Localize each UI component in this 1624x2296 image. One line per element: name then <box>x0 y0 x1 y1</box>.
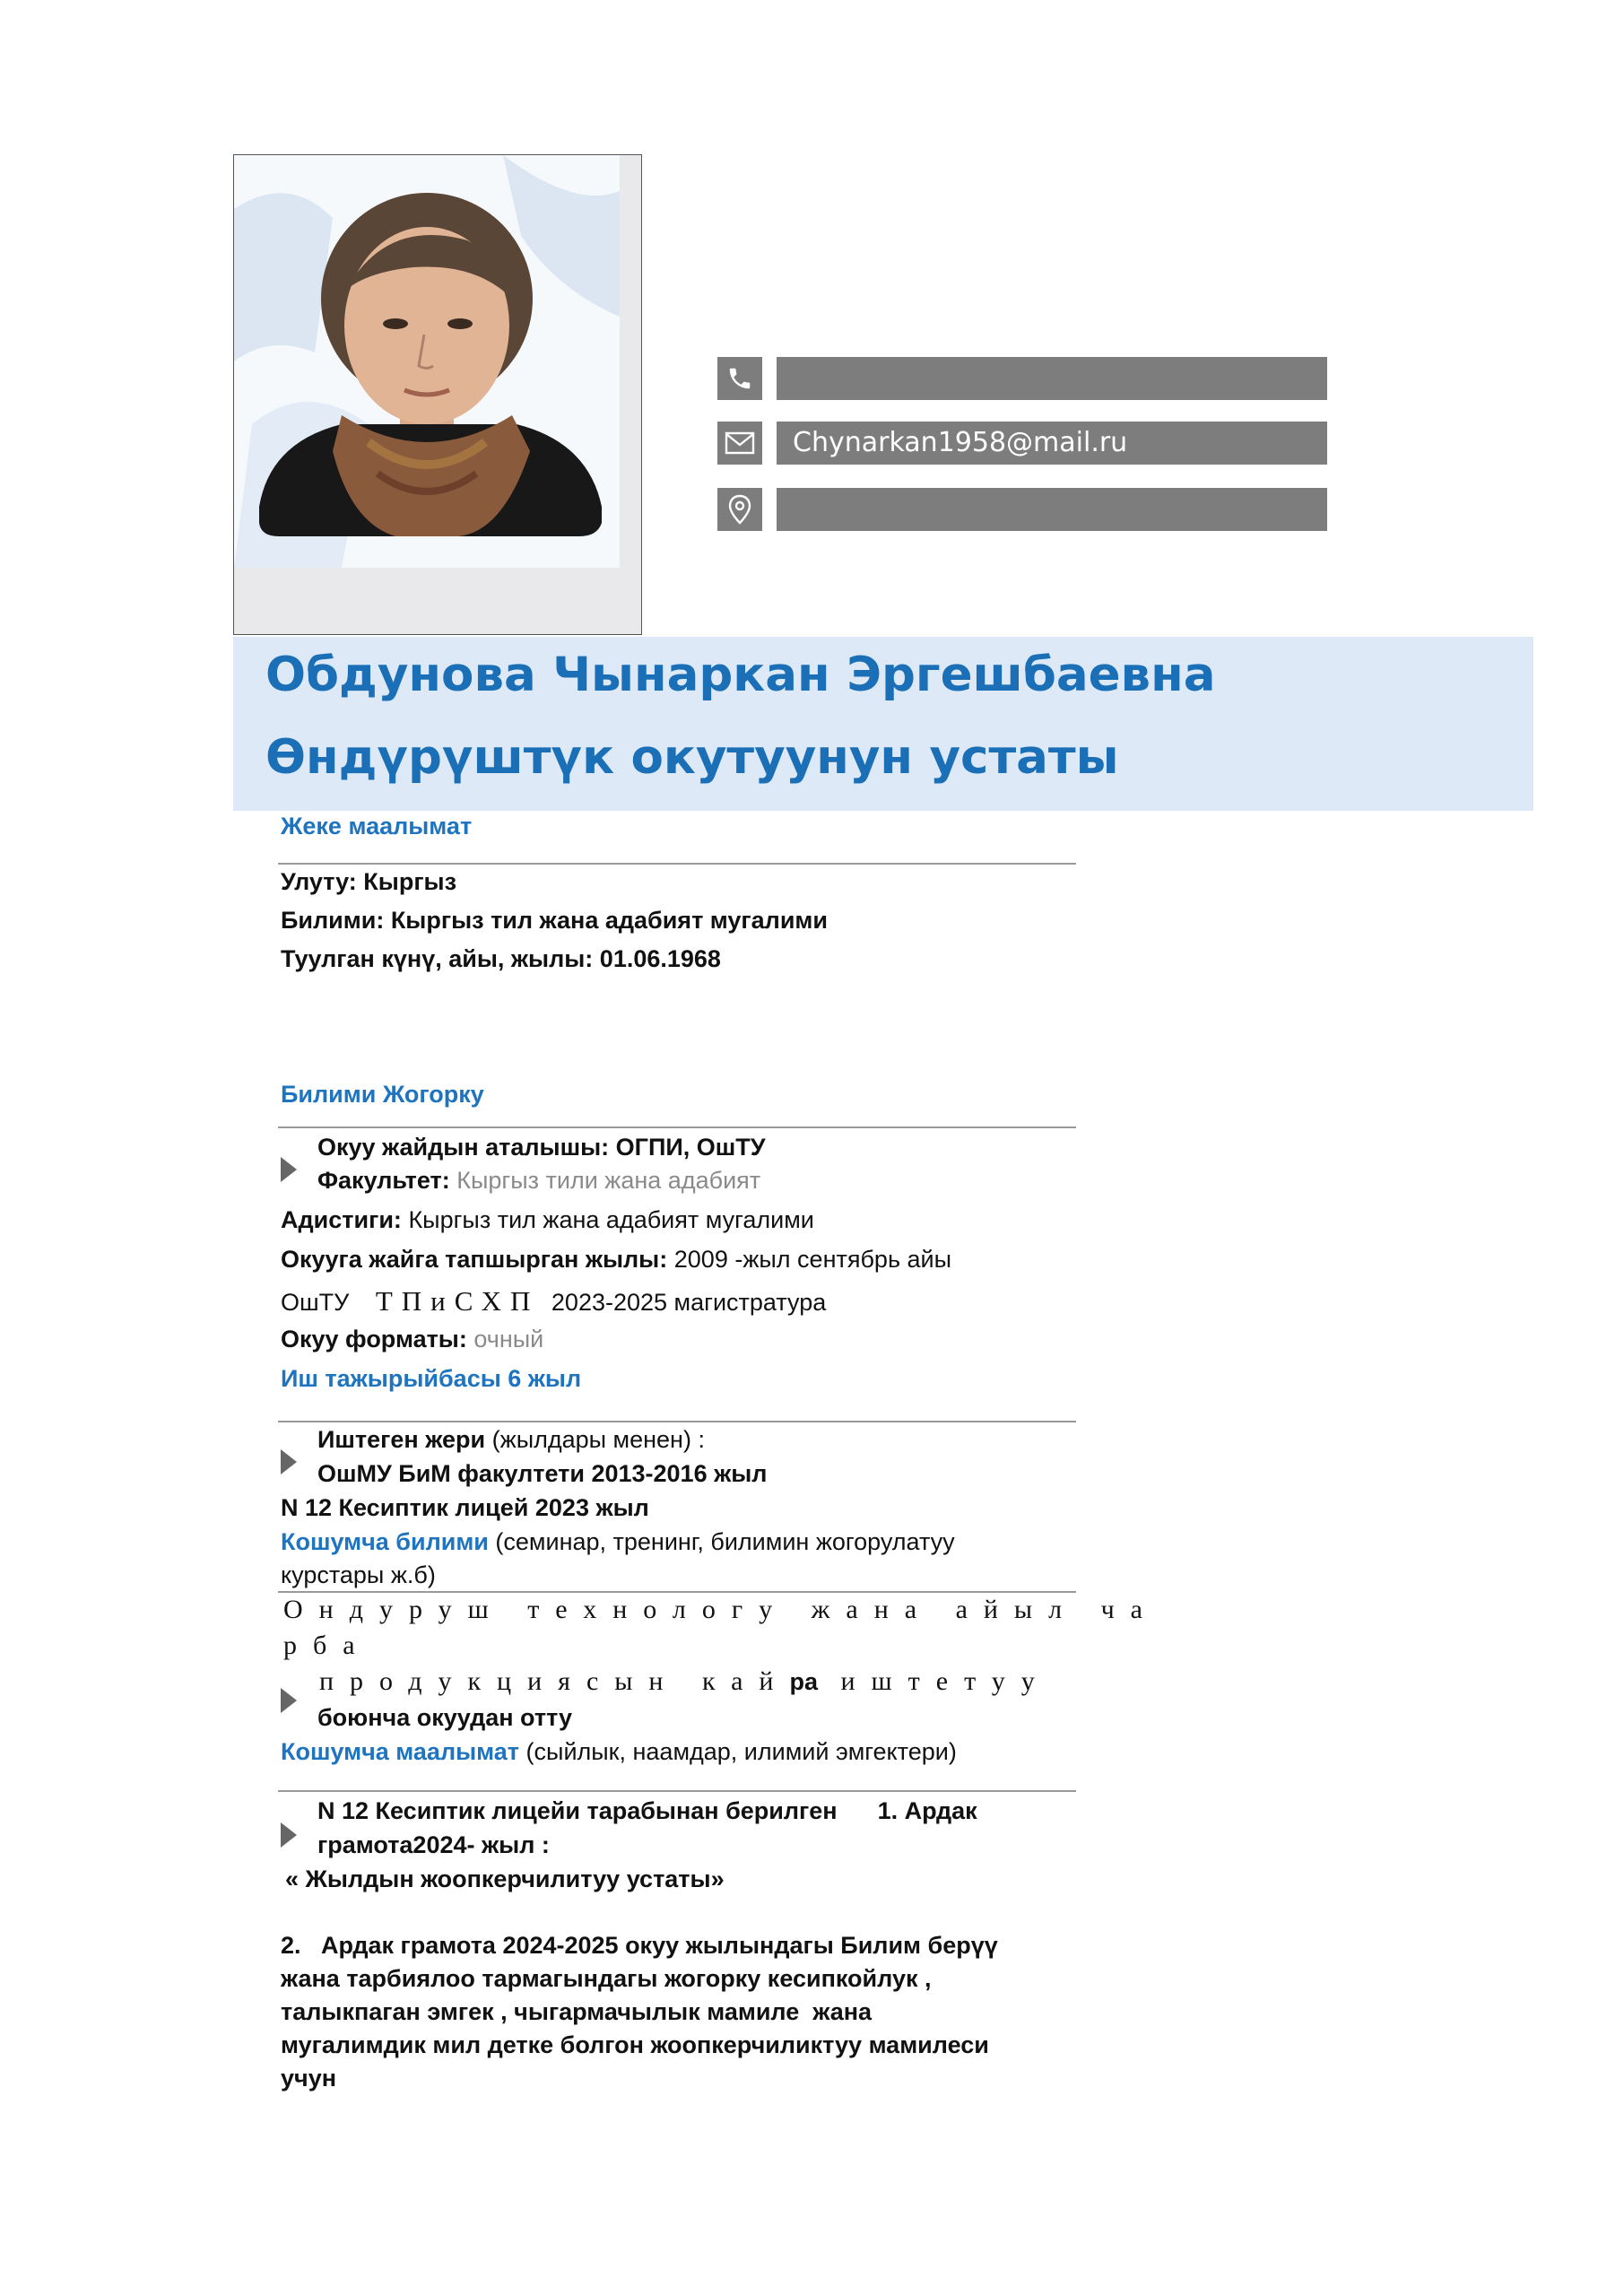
email-field[interactable]: Chynarkan1958@mail.ru <box>777 422 1327 465</box>
course-line-3 <box>319 1666 1051 1697</box>
additional-info-heading <box>281 1738 957 1766</box>
course-line-4: боюнча окуудан отту <box>317 1704 573 1731</box>
award-2-line-5: учун <box>281 2065 337 2092</box>
phone-icon <box>717 357 762 400</box>
education-summary: Билими: Кыргыз тил жана адабият мугалими <box>281 907 829 934</box>
specialty-label: Адистиги: <box>281 1206 402 1233</box>
course-line-1: Ондуруш технологу жана айыл ча <box>283 1595 1159 1624</box>
job-entry-2: N 12 Кесиптик лицей 2023 жыл <box>281 1494 649 1521</box>
masters-abbr: ТПиСХП <box>375 1285 540 1317</box>
job-title: Өндүрүштүк окутуунун устаты <box>265 730 1119 785</box>
course-line-3b: ра <box>789 1668 818 1695</box>
enrollment-year <box>281 1246 951 1274</box>
study-format-value: очный <box>473 1326 544 1352</box>
job-entry-1: ОшМУ БиМ факултети 2013-2016 жыл <box>317 1460 768 1487</box>
divider <box>278 1421 1076 1422</box>
nationality: Улуту: Кыргыз <box>281 868 457 895</box>
school-name: Окуу жайдын аталышы: ОГПИ, ОшТУ <box>317 1134 766 1161</box>
additional-education-label: Кошумча билими <box>281 1528 489 1555</box>
enrollment-year-label: Окууга жайга тапшырган жылы: <box>281 1246 668 1273</box>
additional-education-heading <box>281 1528 955 1556</box>
award-1-line-1: N 12 Кесиптик лицейи тарабынан берилген 1. Ардак <box>317 1797 977 1824</box>
award-1-line-3: « Жылдын жоопкерчилитуу устаты» <box>285 1866 725 1892</box>
address-field <box>777 488 1327 531</box>
divider <box>278 1790 1076 1792</box>
portrait-image <box>234 155 620 568</box>
bullet-arrow-icon <box>281 1157 297 1182</box>
bullet-arrow-icon <box>281 1449 297 1474</box>
location-icon <box>717 488 762 531</box>
bullet-arrow-icon <box>281 1822 297 1848</box>
divider <box>278 1126 1076 1128</box>
faculty-label: Факультет: <box>317 1167 450 1194</box>
faculty <box>317 1167 760 1195</box>
workplace-label: Иштеген жери <box>317 1426 486 1453</box>
specialty <box>281 1206 814 1234</box>
study-format <box>281 1326 543 1353</box>
award-2-line-4: мугалимдик мил детке болгон жоопкерчиликтуу мамилеси <box>281 2031 989 2058</box>
study-format-label: Окуу форматы: <box>281 1326 467 1352</box>
mail-icon <box>717 422 762 465</box>
section-heading-experience: Иш тажырыйбасы 6 жыл <box>281 1365 582 1392</box>
additional-education-note: (семинар, тренинг, билимин жогорулатуу <box>495 1528 955 1555</box>
masters-prefix: ОшТУ <box>281 1289 350 1316</box>
specialty-value: Кыргыз тил жана адабият мугалими <box>408 1206 814 1233</box>
award-1-line-2: грамота2024- жыл : <box>317 1831 550 1858</box>
masters-line <box>281 1285 826 1318</box>
birth-date: Туулган күнү, айы, жылы: 01.06.1968 <box>281 945 721 972</box>
section-heading-education: Билими Жогорку <box>281 1081 484 1108</box>
additional-info-label: Кошумча маалымат <box>281 1738 520 1765</box>
additional-info-note: (сыйлык, наамдар, илимий эмгектери) <box>525 1738 957 1765</box>
bullet-arrow-icon <box>281 1688 297 1713</box>
faculty-value: Кыргыз тили жана адабият <box>456 1167 761 1194</box>
divider <box>278 863 1076 865</box>
award-2-line-2: жана тарбиялоо тармагындагы жогорку кесипкойлук , <box>281 1965 932 1992</box>
person-name: Обдунова Чынаркан Эргешбаевна <box>265 648 1216 702</box>
additional-education-note-2: курстары ж.б) <box>281 1561 436 1588</box>
section-heading-personal: Жеке маалымат <box>281 813 473 839</box>
award-2-line-3: талыкпаган эмгек , чыгармачылык мамиле жана <box>281 1998 873 2025</box>
enrollment-year-value: 2009 -жыл сентябрь айы <box>673 1246 952 1273</box>
workplace-note: (жылдары менен) : <box>491 1426 705 1453</box>
award-2-line-1: 2. Ардак грамота 2024-2025 окуу жылындагы Билим берүү <box>281 1932 998 1959</box>
divider <box>278 1591 1076 1593</box>
course-line-3c: иштетуу <box>840 1666 1051 1696</box>
workplace-heading <box>317 1426 705 1454</box>
profile-photo-frame <box>233 154 642 635</box>
course-line-2: рба <box>283 1631 371 1660</box>
course-line-3a: продукциясын кай <box>319 1666 790 1696</box>
phone-field <box>777 357 1327 400</box>
masters-value: 2023-2025 магистратура <box>551 1289 827 1316</box>
profile-photo <box>234 155 620 568</box>
